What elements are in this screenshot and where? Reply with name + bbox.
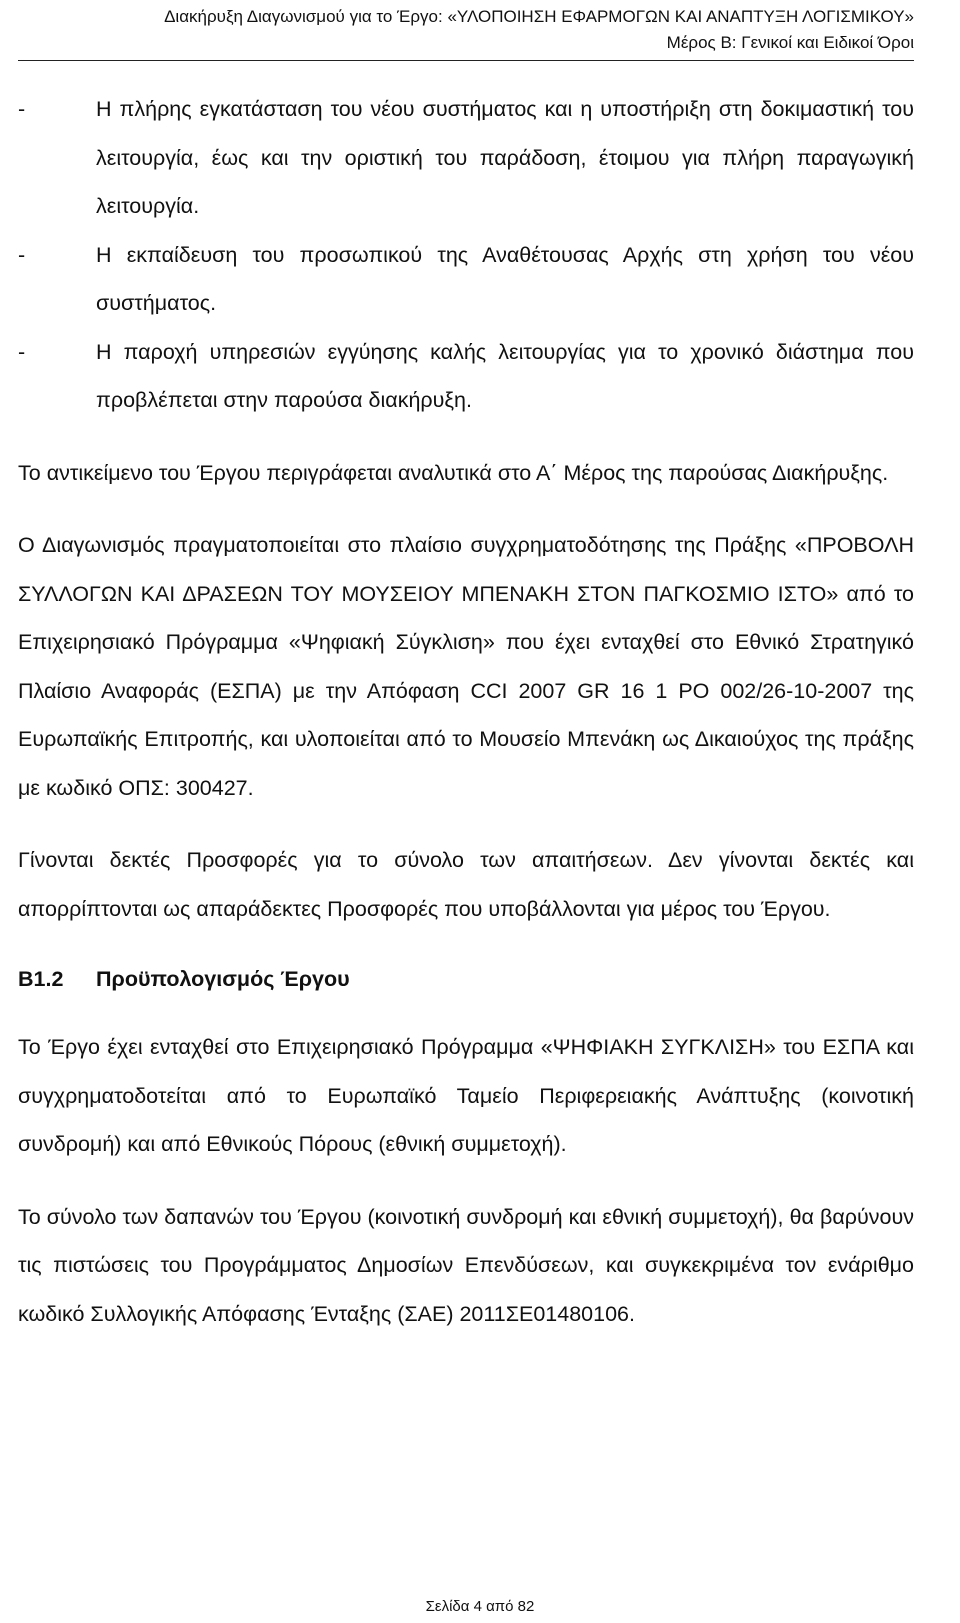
- offers-paragraph: Γίνονται δεκτές Προσφορές για το σύνολο των απαιτήσεων. Δεν γίνονται δεκτές και απορρίπτονται ως απαράδεκτες Προσφορές που υποβάλλονται για μέρος του Έργου.: [18, 848, 914, 921]
- inclusion-paragraph: Το Έργο έχει ενταχθεί στο Επιχειρησιακό Πρόγραμμα «ΨΗΦΙΑΚΗ ΣΥΓΚΛΙΣΗ» του ΕΣΠΑ και συγχρηματοδοτείται από το Ευρωπαϊκό Ταμείο Περιφερειακής Ανάπτυξης (κοινοτική συνδρομή) και από Εθνικούς Πόρους (εθνική συμμετοχή).: [18, 1035, 914, 1156]
- bullet-text: Η παροχή υπηρεσιών εγγύησης καλής λειτουργίας για το χρονικό διάστημα που προβλέπεται στην παρούσα διακήρυξη.: [96, 339, 914, 412]
- bullet-text: Η εκπαίδευση του προσωπικού της Αναθέτουσας Αρχής στη χρήση του νέου συστήματος.: [96, 242, 914, 315]
- section-number: Β1.2: [18, 967, 64, 991]
- bullet-dash: -: [18, 339, 26, 364]
- bullet-text: Η πλήρης εγκατάσταση του νέου συστήματος και η υποστήριξη στη δοκιμαστική του λειτουργία, έως και την οριστική του παράδοση, έτοιμου για πλήρη παραγωγική λειτουργία.: [96, 97, 914, 218]
- section-heading: [18, 959, 914, 999]
- expenses-paragraph: Το σύνολο των δαπανών του Έργου (κοινοτική συνδρομή και εθνική συμμετοχή), θα βαρύνουν τις πιστώσεις του Προγράμματος Δημοσίων Επενδύσεων, και συγκεκριμένα τον ενάριθμο κωδικό Συλλογικής Απόφασης Ένταξης (ΣΑΕ) 2011ΣΕ01480106.: [18, 1204, 914, 1326]
- header-title: Διακήρυξη Διαγωνισμού για το Έργο: «ΥΛΟΠΟΙΗΣΗ ΕΦΑΡΜΟΓΩΝ ΚΑΙ ΑΝΑΠΤΥΞΗ ΛΟΓΙΣΜΙΚΟΥ»: [164, 7, 914, 26]
- bullet-dash: -: [18, 242, 26, 267]
- page-content: [18, 85, 914, 1338]
- list-item: [18, 328, 914, 425]
- page-header: [18, 0, 914, 56]
- object-paragraph: Το αντικείμενο του Έργου περιγράφεται αναλυτικά στο Α΄ Μέρος της παρούσας Διακήρυξης.: [18, 460, 889, 485]
- page-number: Σελίδα 4 από 82: [425, 1598, 535, 1615]
- header-divider: [18, 60, 914, 61]
- list-item: [18, 231, 914, 328]
- list-item: [18, 85, 914, 231]
- page-footer: [0, 1597, 960, 1617]
- funding-paragraph: Ο Διαγωνισμός πραγματοποιείται στο πλαίσιο συγχρηματοδότησης της Πράξης «ΠΡΟΒΟΛΗ ΣΥΛΛΟΓΩΝ ΚΑΙ ΔΡΑΣΕΩΝ ΤΟΥ ΜΟΥΣΕΙΟΥ ΜΠΕΝΑΚΗ ΣΤΟΝ ΠΑΓΚΟΣΜΙΟ ΙΣΤΟ» από το Επιχειρησιακό Πρόγραμμα «Ψηφιακή Σύγκλιση» που έχει ενταχθεί στο Εθνικό Στρατηγικό Πλαίσιο Αναφοράς (ΕΣΠΑ) με την Απόφαση CCI 2007 GR 16 1 PO 002/26-10-2007 της Ευρωπαϊκής Επιτροπής, και υλοποιείται από το Μουσείο Μπενάκη ως Δικαιούχος της πράξης με κωδικό ΟΠΣ: 300427.: [18, 533, 914, 800]
- bullet-list: [18, 85, 914, 425]
- header-subtitle: Μέρος Β: Γενικοί και Ειδικοί Όροι: [666, 33, 914, 52]
- bullet-dash: -: [18, 97, 26, 121]
- section-title: Προϋπολογισμός Έργου: [96, 967, 350, 991]
